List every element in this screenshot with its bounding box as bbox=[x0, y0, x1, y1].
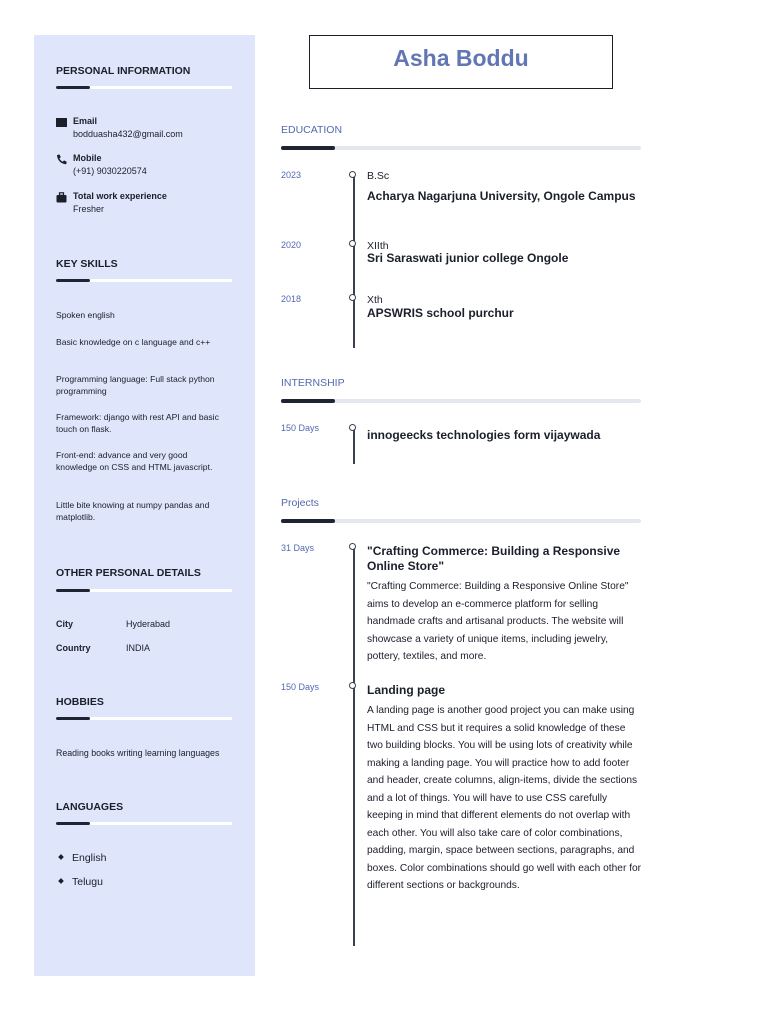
education-year: 2020 bbox=[281, 240, 302, 250]
skill-item: Front-end: advance and very good knowledge on CSS and HTML javascript. bbox=[56, 450, 213, 472]
bullet-icon bbox=[58, 878, 64, 884]
language-name: English bbox=[72, 852, 107, 864]
phone-icon bbox=[56, 154, 67, 165]
education-institution: Sri Saraswati junior college Ongole bbox=[367, 251, 569, 265]
mobile-value[interactable]: (+91) 9030220574 bbox=[73, 166, 147, 176]
education-institution: Acharya Nagarjuna University, Ongole Campus bbox=[367, 189, 636, 203]
education-year: 2018 bbox=[281, 294, 302, 304]
education-degree: B.Sc bbox=[367, 170, 390, 182]
timeline-line bbox=[353, 427, 355, 464]
section-divider bbox=[56, 86, 232, 89]
language-name: Telugu bbox=[72, 876, 103, 888]
hobbies-text: Reading books writing learning languages bbox=[56, 748, 220, 758]
language-item bbox=[56, 876, 103, 888]
timeline-node bbox=[349, 171, 356, 178]
project-description: "Crafting Commerce: Building a Responsive Online Store" aims to develop an e-commerce platform for selling handmade crafts and artisanal products. The website will showcase a variety of unique items, including jewelry, pottery, textiles, and more. bbox=[367, 581, 629, 662]
skill-item: Framework: django with rest API and basic touch on flask. bbox=[56, 412, 219, 434]
experience-value: Fresher bbox=[73, 204, 105, 214]
project-title: Landing page bbox=[367, 683, 445, 697]
briefcase-icon bbox=[56, 192, 67, 203]
country-value: INDIA bbox=[126, 643, 151, 653]
hobbies-heading: HOBBIES bbox=[56, 696, 104, 708]
skill-item: Programming language: Full stack python programming bbox=[56, 374, 215, 396]
timeline-node bbox=[349, 240, 356, 247]
section-divider bbox=[56, 589, 232, 592]
education-degree: Xth bbox=[367, 294, 383, 306]
bullet-icon bbox=[58, 854, 64, 860]
mobile-label: Mobile bbox=[73, 153, 102, 163]
sidebar bbox=[34, 35, 255, 976]
section-divider bbox=[281, 399, 641, 403]
education-degree: XIIth bbox=[367, 240, 389, 252]
internship-heading: INTERNSHIP bbox=[281, 377, 345, 389]
timeline-node bbox=[349, 424, 356, 431]
country-label: Country bbox=[56, 643, 91, 653]
education-institution: APSWRIS school purchur bbox=[367, 306, 514, 320]
timeline-node bbox=[349, 682, 356, 689]
city-value: Hyderabad bbox=[126, 619, 171, 629]
section-divider bbox=[56, 822, 232, 825]
internship-duration: 150 Days bbox=[281, 423, 320, 433]
email-icon bbox=[56, 117, 67, 128]
timeline-node bbox=[349, 543, 356, 550]
project-duration: 150 Days bbox=[281, 682, 320, 692]
timeline-node bbox=[349, 294, 356, 301]
section-divider bbox=[56, 279, 232, 282]
email-label: Email bbox=[73, 116, 98, 126]
project-title: "Crafting Commerce: Building a Responsive Online Store" bbox=[367, 544, 621, 573]
personal-info-heading: PERSONAL INFORMATION bbox=[56, 65, 191, 77]
section-divider bbox=[56, 717, 232, 720]
key-skills-heading: KEY SKILLS bbox=[56, 258, 118, 270]
candidate-name: Asha Boddu bbox=[393, 45, 529, 71]
experience-label: Total work experience bbox=[73, 191, 167, 201]
timeline-line bbox=[353, 546, 355, 946]
education-heading: EDUCATION bbox=[281, 124, 343, 136]
city-label: City bbox=[56, 619, 74, 629]
languages-heading: LANGUAGES bbox=[56, 801, 124, 813]
projects-heading: Projects bbox=[281, 497, 319, 509]
education-year: 2023 bbox=[281, 170, 302, 180]
language-item bbox=[56, 852, 106, 864]
skill-item: Basic knowledge on c language and c++ bbox=[56, 337, 211, 347]
name-header bbox=[309, 35, 613, 89]
other-details-heading: OTHER PERSONAL DETAILS bbox=[56, 567, 201, 579]
skill-item: Spoken english bbox=[56, 310, 115, 320]
section-divider bbox=[281, 519, 641, 523]
timeline-line bbox=[353, 174, 355, 348]
project-description: A landing page is another good project you can make using HTML and CSS but it requires a solid knowledge of these two building blocks. You will be using lots of creativity while making a landing page. You will practice how to add footer and header, create columns, align-items, divide the sections and a lot of things. You will have to use CSS carefully keeping in mind that different elements do not overlap with each other. You will also take care of color combinations, padding, margin, space between sections, paragraphs, and boxes. Color combinations should go well with each other for different sections or backgrounds. bbox=[367, 705, 642, 891]
section-divider bbox=[281, 146, 641, 150]
email-value[interactable]: bodduasha432@gmail.com bbox=[73, 129, 183, 139]
internship-company: innogeecks technologies form vijaywada bbox=[367, 428, 601, 442]
skill-item: Little bite knowing at numpy pandas and matplotlib. bbox=[56, 500, 210, 522]
project-duration: 31 Days bbox=[281, 543, 315, 553]
